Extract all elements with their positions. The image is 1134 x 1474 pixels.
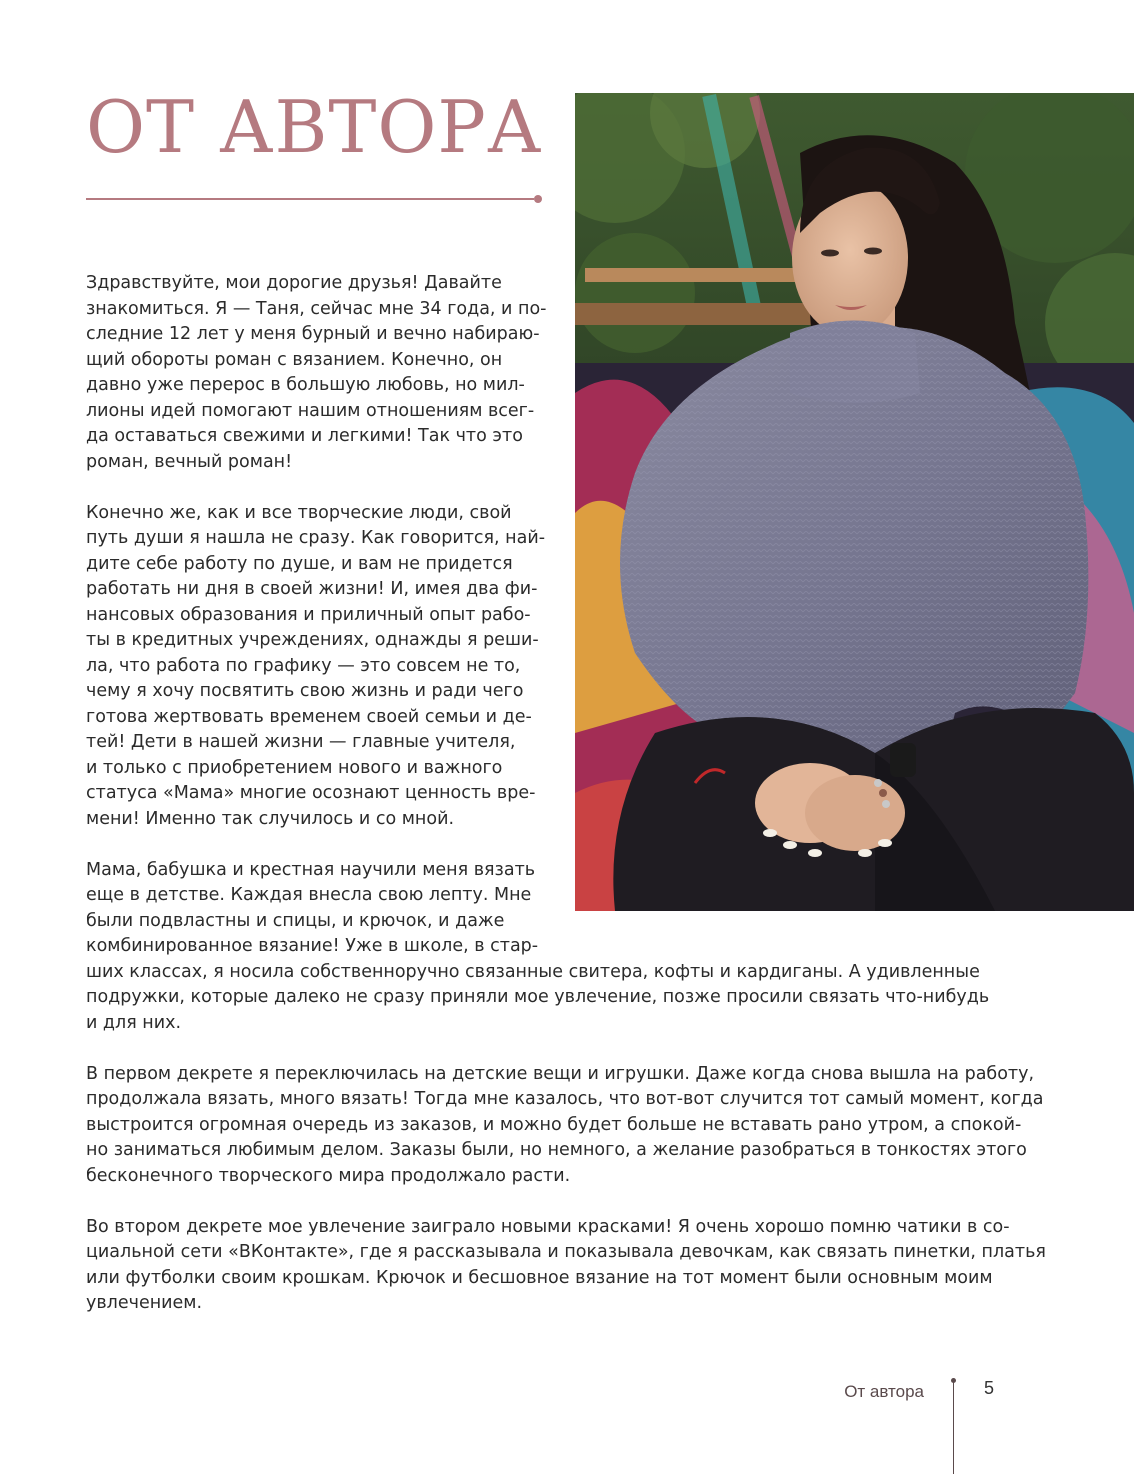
title-divider — [86, 198, 534, 200]
text-line: бесконечного творческого мира продолжало расти. — [86, 1165, 571, 1186]
text-line: выстроится огромная очередь из заказов, и можно будет больше не вставать рано утром, а спокой- — [86, 1114, 1022, 1135]
text-line: лионы идей помогают нашим отношениям всег- — [86, 400, 535, 421]
page-number: 5 — [984, 1378, 995, 1398]
paragraph-3 — [86, 858, 1086, 1037]
title-divider-dot — [534, 195, 542, 203]
text-line: путь души я нашла не сразу. Как говорится, най- — [86, 528, 546, 548]
text-line: еще в детстве. Каждая внесла свою лепту. Мне — [86, 885, 532, 905]
text-line: следние 12 лет у меня бурный и вечно набираю- — [86, 324, 540, 344]
text-line: дите себе работу по душе, и вам не придется — [86, 553, 513, 574]
text-line: мени! Именно так случилось и со мной. — [86, 808, 455, 829]
text-line: да оставаться свежими и легкими! Так что это — [86, 426, 523, 446]
text-line: и для них. — [86, 1012, 182, 1033]
text-line: комбинированное вязание! Уже в школе, в стар- — [86, 936, 539, 956]
text-line: и только с приобретением нового и важного — [86, 757, 503, 778]
text-line: статуса «Мама» многие осознают ценность вре- — [86, 783, 536, 803]
footer-divider — [953, 1380, 954, 1474]
text-line: готова жертвовать временем своей семьи и де- — [86, 706, 532, 727]
text-line: чему я хочу посвятить свою жизнь и ради чего — [86, 681, 524, 701]
text-line: продолжала вязать, много вязать! Тогда мне казалось, что вот-вот случится тот самый момент, когда — [86, 1089, 1044, 1109]
text-line: щий обороты роман с вязанием. Конечно, он — [86, 349, 503, 370]
text-line: но заниматься любимым делом. Заказы были, но немного, а желание разобраться в тонкостях этого — [86, 1140, 1027, 1160]
text-line: увлечением. — [86, 1293, 203, 1313]
footer-section-title: От автора — [844, 1382, 924, 1401]
text-line: или футболки своим крошкам. Крючок и бесшовное вязание на тот момент были основным моим — [86, 1267, 993, 1288]
text-line: работать ни дня в своей жизни! И, имея два фи- — [86, 579, 538, 599]
text-line: Здравствуйте, мои дорогие друзья! Давайте — [86, 273, 502, 293]
paragraph-1 — [86, 271, 1086, 475]
page-title: ОТ АВТОРА — [86, 85, 543, 169]
text-line: были подвластны и спицы, и крючок, и даже — [86, 910, 505, 931]
text-line: Конечно же, как и все творческие люди, свой — [86, 502, 512, 523]
body-text — [86, 271, 1086, 1342]
paragraph-2 — [86, 501, 1086, 833]
text-line: знакомиться. Я — Таня, сейчас мне 34 года, и по- — [86, 298, 547, 319]
paragraph-4 — [86, 1062, 1086, 1190]
text-line: ших классах, я носила собственноручно связанные свитера, кофты и кардиганы. А удивленные — [86, 961, 980, 982]
text-line: Мама, бабушка и крестная научили меня вязать — [86, 859, 536, 880]
text-line: нансовых образования и приличный опыт рабо- — [86, 604, 531, 625]
text-line: ты в кредитных учреждениях, однажды я реши- — [86, 630, 539, 650]
text-line: давно уже перерос в большую любовь, но мил- — [86, 375, 525, 395]
footer-divider-dot — [951, 1378, 956, 1383]
text-line: подружки, которые далеко не сразу приняли мое увлечение, позже просили связать что-нибудь — [86, 987, 990, 1007]
text-line: В первом декрете я переключилась на детские вещи и игрушки. Даже когда снова вышла на работу, — [86, 1063, 1035, 1084]
paragraph-5 — [86, 1215, 1086, 1317]
text-line: циальной сети «ВКонтакте», где я рассказывала и показывала девочкам, как связать пинетки, платья — [86, 1242, 1046, 1262]
text-line: Во втором декрете мое увлечение заиграло новыми красками! Я очень хорошо помню чатики в со- — [86, 1216, 1010, 1237]
text-line: тей! Дети в нашей жизни — главные учителя, — [86, 732, 516, 752]
text-line: роман, вечный роман! — [86, 451, 293, 472]
text-line: ла, что работа по графику — это совсем не то, — [86, 655, 521, 676]
